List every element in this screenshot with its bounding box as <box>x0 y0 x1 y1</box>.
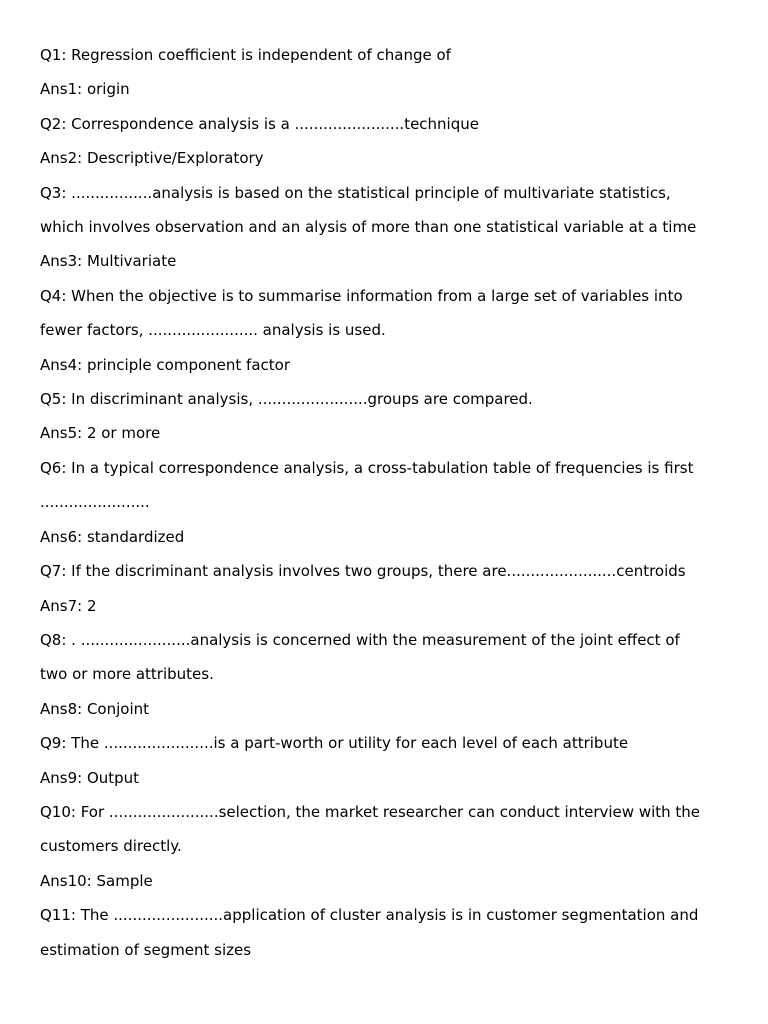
answer-4-line: Ans4: principle component factor <box>40 355 290 374</box>
answer-5-line: Ans5: 2 or more <box>40 424 161 443</box>
question-5-line: Q5: In discriminant analysis, .......................groups are compared. <box>40 390 533 409</box>
answer-10-line: Ans10: Sample <box>40 871 153 890</box>
question-6-line-2: ....................... <box>40 493 150 512</box>
question-2-line: Q2: Correspondence analysis is a .......................technique <box>40 114 479 133</box>
question-1-line: Q1: Regression coefficient is independent of change of <box>40 46 451 64</box>
question-8-line-1: Q8: . .......................analysis is concerned with the measurement of the joint effect of <box>40 630 680 649</box>
question-11-line-1: Q11: The .......................application of cluster analysis is in customer segmentation and <box>40 906 699 925</box>
answer-6-line: Ans6: standardized <box>40 527 185 546</box>
answer-7-line: Ans7: 2 <box>40 596 97 615</box>
question-10-line-2: customers directly. <box>40 837 182 856</box>
question-4-line-2: fewer factors, ....................... analysis is used. <box>40 321 386 340</box>
answer-9-line: Ans9: Output <box>40 768 140 787</box>
question-8-line-2: two or more attributes. <box>40 665 214 684</box>
question-6-line-1: Q6: In a typical correspondence analysis, a cross-tabulation table of frequencies is first <box>40 458 694 477</box>
question-9-line: Q9: The .......................is a part-worth or utility for each level of each attribute <box>40 734 629 753</box>
answer-8-line: Ans8: Conjoint <box>40 699 150 718</box>
question-11-line-2: estimation of segment sizes <box>40 940 252 959</box>
question-7-line: Q7: If the discriminant analysis involves two groups, there are.......................centroids <box>40 562 686 581</box>
question-3-line-2: which involves observation and an alysis of more than one statistical variable at a time <box>40 218 697 237</box>
answer-3-line: Ans3: Multivariate <box>40 252 177 271</box>
answer-2-line: Ans2: Descriptive/Exploratory <box>40 149 264 168</box>
question-4-line-1: Q4: When the objective is to summarise information from a large set of variables into <box>40 286 683 305</box>
question-10-line-1: Q10: For .......................selection, the market researcher can conduct interview with the <box>40 802 701 821</box>
answer-1-line: Ans1: origin <box>40 80 130 99</box>
question-3-line-1: Q3: .................analysis is based on the statistical principle of multivariate statistics, <box>40 183 671 202</box>
